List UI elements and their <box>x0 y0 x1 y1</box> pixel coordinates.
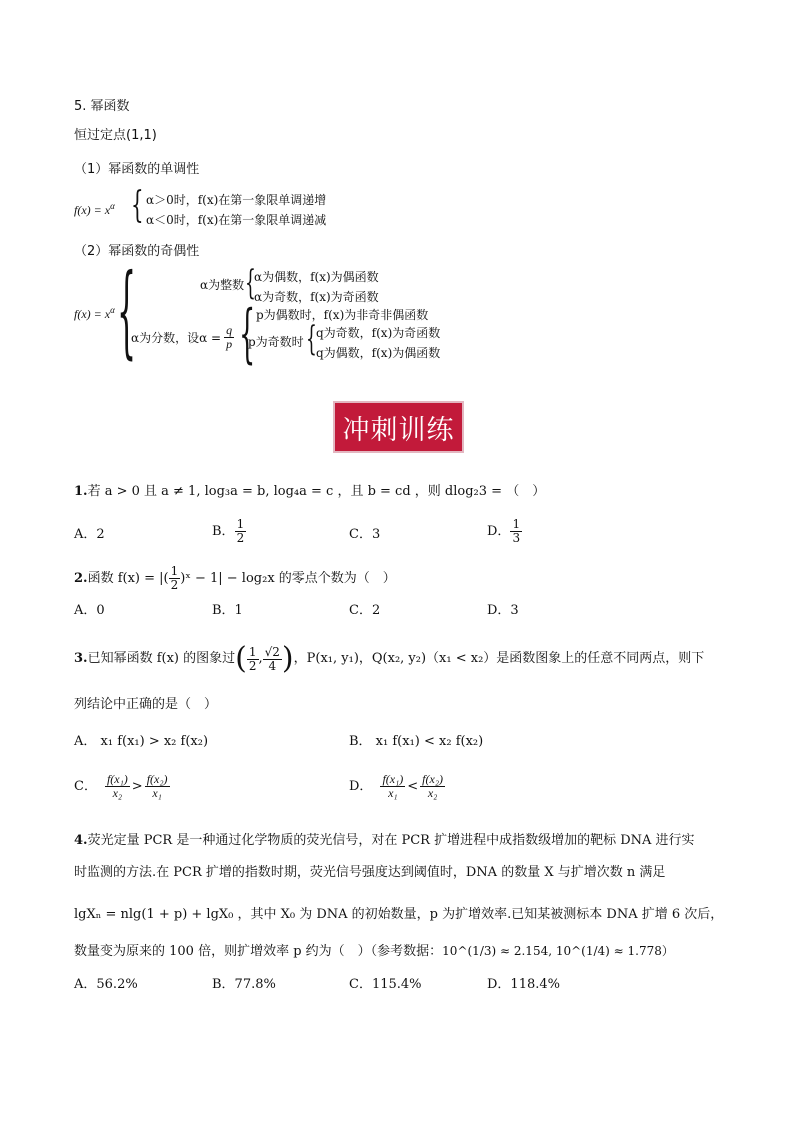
question-3-option-b[interactable]: B． x₁ f(x₁) < x₂ f(x₂) <box>349 734 484 749</box>
practice-banner-label: 冲刺训练 <box>342 414 455 446</box>
parity-outer-brace: { <box>117 252 137 369</box>
question-2-option-c[interactable]: C．2 <box>349 603 381 618</box>
q-even-case: q为偶数，f(x)为偶函数 <box>316 346 441 360</box>
fraction-brace: { <box>239 297 256 371</box>
monotonicity-title: （1）幂函数的单调性 <box>74 162 200 177</box>
question-2-stem: 2. 函数 f(x) = |( $\frac{1}{2}$ )ˣ − 1| − log₂x 的零点个数为（ ） <box>74 564 396 592</box>
question-4-option-b[interactable]: B．77.8% <box>212 977 276 992</box>
question-2-option-b[interactable]: B．1 <box>212 603 243 618</box>
question-3-stem-line2: 列结论中正确的是（ ） <box>74 697 218 712</box>
question-4-stem-line4: 数量变为原来的 100 倍，则扩增效率 p 约为（ ）（参考数据：10^(1/3) ≈ 2.154, 10^(1/4) ≈ 1.778） <box>74 944 674 959</box>
fixed-point-text: 恒过定点(1,1) <box>74 128 157 143</box>
question-1-option-d[interactable]: D． $\frac{1}{3}$ <box>487 517 521 545</box>
question-4-option-a[interactable]: A．56.2% <box>74 977 138 992</box>
p-even-case: p为偶数时，f(x)为非奇非偶函数 <box>256 308 429 322</box>
parity-lhs: $f(x) = x^\alpha$ <box>74 305 115 321</box>
question-4-stem-line3: lgXₙ = nlg(1 + p) + lgX₀ ，其中 X₀ 为 DNA 的初始数量，p 为扩增效率.已知某被测标本 DNA 扩增 6 次后， <box>74 907 724 922</box>
p-odd-brace: { <box>306 319 317 359</box>
question-4-option-c[interactable]: C．115.4% <box>349 977 422 992</box>
question-1-option-a[interactable]: A．2 <box>74 527 105 542</box>
monotonicity-lhs: $f(x) = x^\alpha$ <box>74 201 115 217</box>
integer-even-case: α为偶数，f(x)为偶函数 <box>254 270 379 284</box>
monotonicity-case-positive: α＞0时，f(x)在第一象限单调递增 <box>146 193 327 207</box>
integer-case-label: α为整数 <box>200 278 245 292</box>
question-4-option-d[interactable]: D．118.4% <box>487 977 560 992</box>
question-3-option-a[interactable]: A． x₁ f(x₁) > x₂ f(x₂) <box>74 734 209 749</box>
p-odd-label: p为奇数时 <box>248 335 304 349</box>
question-3-option-d[interactable]: D． $\frac{\text{f(x₁)}}{\text{x₁}}$ < $\frac{\text{f(x₂)}}{\text{x₂}}$ <box>349 772 443 800</box>
integer-odd-case: α为奇数，f(x)为奇函数 <box>254 290 379 304</box>
monotonicity-case-negative: α＜0时，f(x)在第一象限单调递减 <box>146 213 327 227</box>
integer-brace: { <box>245 263 256 303</box>
parity-title: （2）幂函数的奇偶性 <box>74 244 200 259</box>
section-title: 5. 幂函数 <box>74 99 130 114</box>
question-4-stem-line2: 时监测的方法.在 PCR 扩增的指数时期，荧光信号强度达到阈值时，DNA 的数量 X 与扩增次数 n 满足 <box>74 865 666 880</box>
question-2-option-d[interactable]: D．3 <box>487 603 519 618</box>
monotonicity-brace: { <box>131 185 144 226</box>
q-odd-case: q为奇数，f(x)为奇函数 <box>316 326 441 340</box>
fraction-case-label: α为分数，设α = $\frac{q}{p}$ <box>131 323 233 351</box>
question-4-stem-line1: 4.荧光定量 PCR 是一种通过化学物质的荧光信号，对在 PCR 扩增进程中成指数级增加的靶标 DNA 进行实 <box>74 833 695 848</box>
question-1-stem: 1.若 a > 0 且 a ≠ 1, log₃a = b, log₄a = c ，且 b = cd ，则 dlog₂3 = （ ） <box>74 484 546 499</box>
question-2-option-a[interactable]: A．0 <box>74 603 105 618</box>
question-3-stem-line1: 3. 已知幂函数 f(x) 的图象过 ( $\frac{1}{2}$ , $\frac{√2}{4}$ ) ，P(x₁, y₁)，Q(x₂, y₂)（x₁ < x₂）是函数图象上的任意不同两点，则下 <box>74 641 705 676</box>
practice-banner <box>333 401 464 453</box>
question-1-option-c[interactable]: C．3 <box>349 527 381 542</box>
question-3-option-c[interactable]: C． $\frac{\text{f(x₁)}}{\text{x₂}}$ > $\frac{\text{f(x₂)}}{\text{x₁}}$ <box>74 772 168 800</box>
question-1-option-b[interactable]: B． $\frac{1}{2}$ <box>212 517 245 545</box>
